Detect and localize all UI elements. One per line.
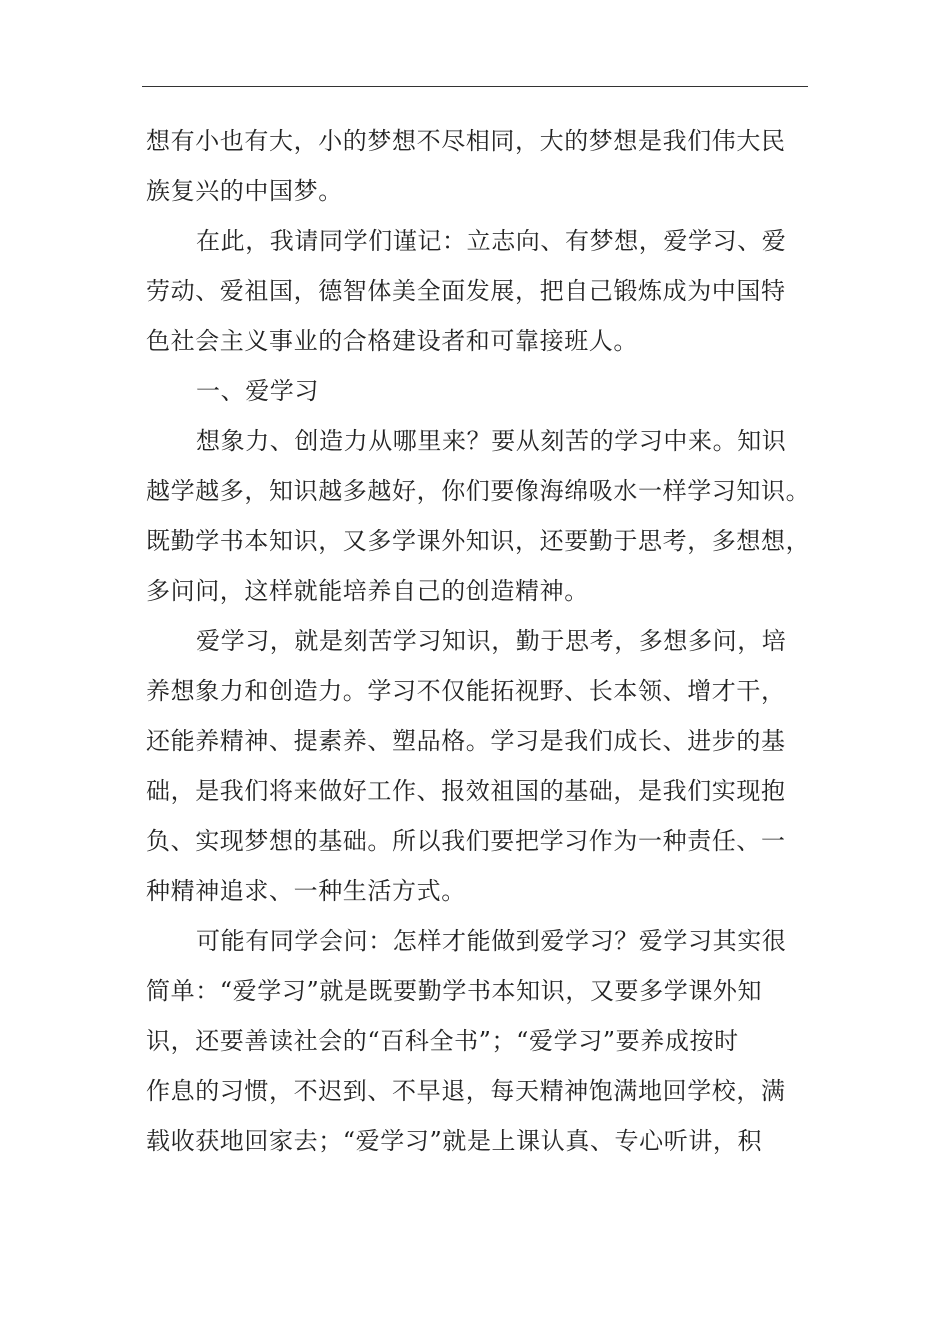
text-line: 越学越多，知识越多越好，你们要像海绵吸水一样学习知识。 xyxy=(146,477,811,505)
text-line: 想象力、创造力从哪里来？要从刻苦的学习中来。知识 xyxy=(196,427,787,455)
text-line: 爱学习，就是刻苦学习知识，勤于思考，多想多问，培 xyxy=(196,627,787,655)
text-line: 础，是我们将来做好工作、报效祖国的基础，是我们实现抱 xyxy=(146,777,786,805)
text-line: 想有小也有大，小的梦想不尽相同，大的梦想是我们伟大民 xyxy=(146,127,786,155)
text-line: 简单：“爱学习”就是既要勤学书本知识，又要多学课外知 xyxy=(146,977,763,1005)
text-line: 负、实现梦想的基础。所以我们要把学习作为一种责任、一 xyxy=(146,827,786,855)
text-line: 在此，我请同学们谨记：立志向、有梦想，爱学习、爱 xyxy=(196,227,787,255)
text-line: 多问问，这样就能培养自己的创造精神。 xyxy=(146,577,589,605)
text-line: 既勤学书本知识，又多学课外知识，还要勤于思考，多想想， xyxy=(146,527,811,555)
text-line: 识，还要善读社会的“百科全书”；“爱学习”要养成按时 xyxy=(146,1027,739,1055)
text-line: 载收获地回家去；“爱学习”就是上课认真、专心听讲，积 xyxy=(146,1127,763,1155)
section-heading: 一、爱学习 xyxy=(196,377,319,405)
text-line: 劳动、爱祖国，德智体美全面发展，把自己锻炼成为中国特 xyxy=(146,277,786,305)
body-text xyxy=(146,116,811,1166)
header-rule xyxy=(142,86,808,87)
text-line: 种精神追求、一种生活方式。 xyxy=(146,877,466,905)
text-line: 还能养精神、提素养、塑品格。学习是我们成长、进步的基 xyxy=(146,727,786,755)
text-line: 作息的习惯，不迟到、不早退，每天精神饱满地回学校，满 xyxy=(146,1077,786,1105)
text-line: 族复兴的中国梦。 xyxy=(146,177,343,205)
text-line: 可能有同学会问：怎样才能做到爱学习？爱学习其实很 xyxy=(196,927,787,955)
text-line: 色社会主义事业的合格建设者和可靠接班人。 xyxy=(146,327,638,355)
text-line: 养想象力和创造力。学习不仅能拓视野、长本领、增才干， xyxy=(146,677,786,705)
